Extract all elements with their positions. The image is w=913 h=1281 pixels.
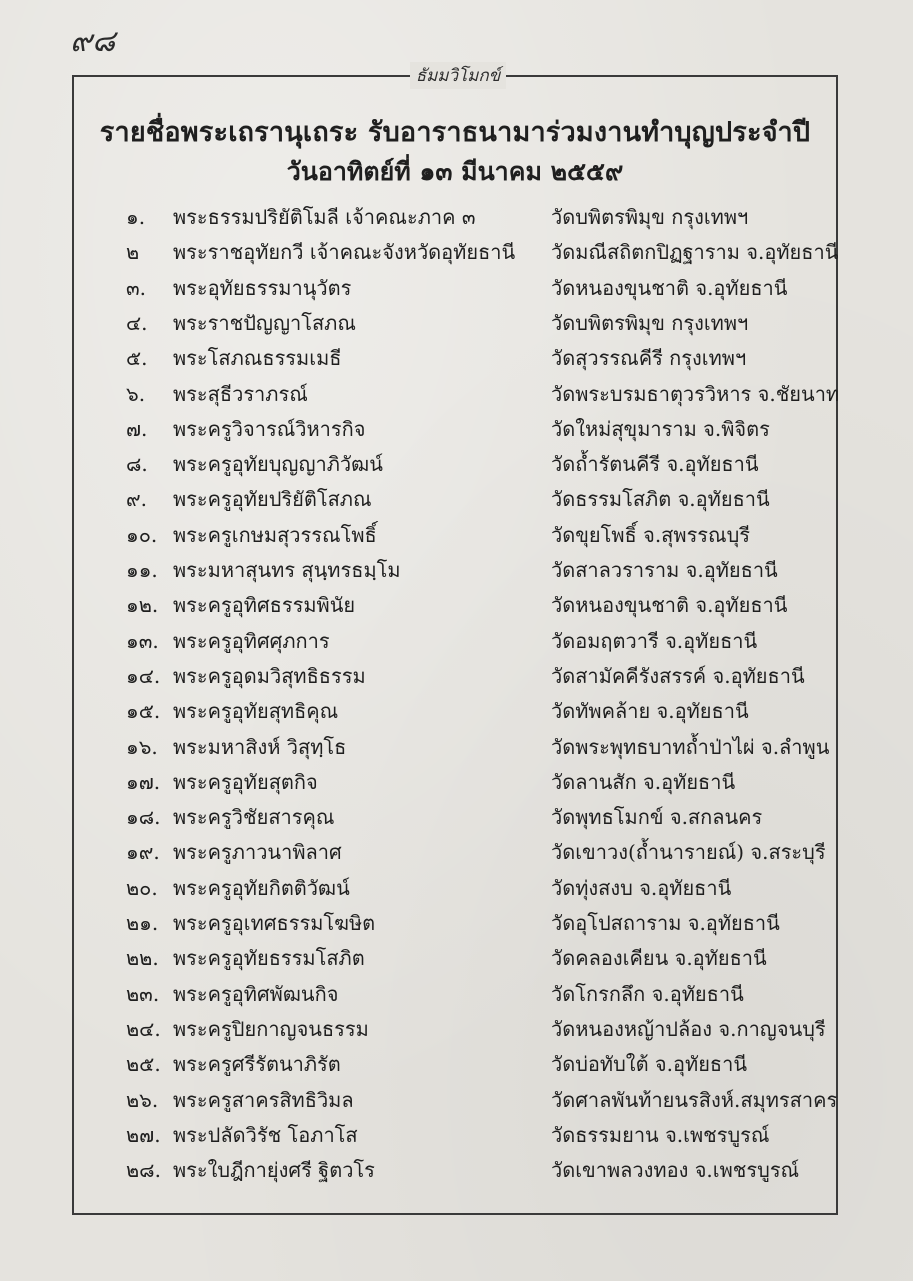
- item-number: ๗.: [126, 416, 148, 441]
- item-number: ๒๗.: [126, 1122, 161, 1147]
- temple-name: วัดศาลพันท้ายนรสิงห์.สมุทรสาคร: [551, 1087, 838, 1112]
- monk-name: พระราชอุทัยกวี เจ้าคณะจังหวัดอุทัยธานี: [173, 240, 516, 265]
- item-number: ๑๓.: [126, 628, 159, 653]
- temple-name: วัดอุโปสถาราม จ.อุทัยธานี: [551, 911, 780, 935]
- header-rule-left: [120, 75, 410, 76]
- temple-name: วัดโกรกลึก จ.อุทัยธานี: [551, 981, 744, 1006]
- monk-name: พระครูอุทิศศุภการ: [173, 628, 330, 653]
- temple-name: วัดหนองหญ้าปล้อง จ.กาญจนบุรี: [551, 1016, 826, 1041]
- item-number: ๒๔.: [126, 1016, 161, 1041]
- temple-name: วัดธรรมโสภิต จ.อุทัยธานี: [551, 487, 770, 512]
- list-item: [0, 835, 913, 869]
- item-number: ๒๐.: [126, 875, 158, 900]
- monk-name: พระครูอุทัยสุทธิคุณ: [173, 699, 339, 724]
- item-number: ๑.: [126, 205, 146, 229]
- item-number: ๑๑.: [126, 558, 158, 582]
- temple-name: วัดธรรมยาน จ.เพชรบูรณ์: [551, 1122, 770, 1147]
- temple-name: วัดสาลวราราม จ.อุทัยธานี: [551, 558, 778, 582]
- page-number: ๙๘: [70, 24, 116, 59]
- monk-name: พระใบฎีกายุ่งศรี ฐิตวโร: [173, 1158, 375, 1183]
- monk-name: พระครูอุทัยบุญญาภิวัฒน์: [173, 452, 383, 477]
- list-item: [0, 694, 913, 728]
- list-item: [0, 377, 913, 411]
- list-item: [0, 200, 913, 234]
- list-item: [0, 412, 913, 446]
- item-number: ๑๐.: [126, 522, 158, 547]
- monk-name: พระโสภณธรรมเมธี: [173, 346, 342, 371]
- list-item: [0, 1153, 913, 1187]
- temple-name: วัดถ้ำรัตนคีรี จ.อุทัยธานี: [551, 452, 759, 477]
- item-number: ๒๓.: [126, 981, 160, 1006]
- temple-name: วัดบ่อทับใต้ จ.อุทัยธานี: [551, 1052, 748, 1077]
- monk-name: พระครูวิชัยสารคุณ: [173, 805, 335, 830]
- temple-name: วัดพุทธโมกข์ จ.สกลนคร: [551, 805, 763, 830]
- item-number: ๕.: [126, 346, 148, 371]
- item-number: ๑๙.: [126, 840, 160, 865]
- monk-name: พระมหาสุนทร สุนฺทรธมฺโม: [173, 558, 401, 582]
- monk-name: พระครูสาครสิทธิวิมล: [173, 1087, 354, 1112]
- temple-name: วัดทุ่งสงบ จ.อุทัยธานี: [551, 875, 732, 900]
- list-date: วันอาทิตย์ที่ ๑๓ มีนาคม ๒๕๕๙: [286, 157, 624, 186]
- list-item: [0, 306, 913, 340]
- list-title: รายชื่อพระเถรานุเถระ รับอาราธนามาร่วมงานทำบุญประจำปี: [99, 117, 811, 148]
- temple-name: วัดคลองเคียน จ.อุทัยธานี: [551, 946, 767, 971]
- monk-name: พระครูอุทัยสุตกิจ: [173, 769, 318, 794]
- list-item: [0, 1012, 913, 1046]
- temple-name: วัดหนองขุนชาติ จ.อุทัยธานี: [551, 275, 788, 300]
- item-number: ๑๕.: [126, 699, 161, 724]
- list-item: [0, 800, 913, 834]
- temple-name: วัดหนองขุนชาติ จ.อุทัยธานี: [551, 593, 788, 618]
- monk-name: พระครูปิยกาญจนธรรม: [173, 1016, 369, 1041]
- temple-name: วัดพระบรมธาตุวรวิหาร จ.ชัยนาท: [551, 381, 840, 406]
- temple-name: วัดพระพุทธบาทถ้ำป่าไผ่ จ.ลำพูน: [551, 734, 830, 759]
- temple-name: วัดเขาพลวงทอง จ.เพชรบูรณ์: [551, 1158, 800, 1183]
- item-number: ๓.: [126, 275, 147, 300]
- list-item: [0, 447, 913, 481]
- list-item: [0, 941, 913, 975]
- item-number: ๒๑.: [126, 911, 159, 935]
- list-item: [0, 1118, 913, 1152]
- monk-name: พระครูอุทัยธรรมโสภิต: [173, 946, 365, 971]
- monk-name: พระครูศรีรัตนาภิรัต: [173, 1052, 341, 1077]
- list-item: [0, 341, 913, 375]
- item-number: ๘.: [126, 452, 148, 477]
- list-item: [0, 730, 913, 764]
- list-item: [0, 765, 913, 799]
- monk-name: พระครูอุทัยกิตติวัฒน์: [173, 875, 350, 900]
- temple-name: วัดทัพคล้าย จ.อุทัยธานี: [551, 699, 749, 724]
- list-item: [0, 977, 913, 1011]
- list-item: [0, 482, 913, 516]
- monk-name: พระปลัดวิรัช โอภาโส: [173, 1122, 358, 1147]
- monk-name: พระมหาสิงห์ วิสุทฺโธ: [173, 734, 347, 759]
- running-header: [120, 66, 796, 84]
- list-item: [0, 518, 913, 552]
- monk-name: พระครูอุดมวิสุทธิธรรม: [173, 663, 366, 688]
- running-title: ธัมมวิโมกข์: [410, 62, 507, 89]
- monk-name: พระครูอุทิศธรรมพินัย: [173, 593, 356, 618]
- item-number: ๑๒.: [126, 593, 159, 618]
- monk-name: พระครูอุทิศพัฒนกิจ: [173, 981, 339, 1006]
- temple-name: วัดใหม่สุขุมาราม จ.พิจิตร: [551, 416, 770, 441]
- temple-name: วัดมณีสถิตกปิฏฐาราม จ.อุทัยธานี: [551, 240, 839, 265]
- list-item: [0, 871, 913, 905]
- monk-name: พระธรรมปริยัติโมลี เจ้าคณะภาค ๓: [173, 205, 476, 229]
- monk-name: พระครูเกษมสุวรรณโพธิ์: [173, 522, 377, 547]
- item-number: ๑๘.: [126, 805, 161, 830]
- temple-name: วัดบพิตรพิมุข กรุงเทพฯ: [551, 205, 749, 229]
- item-number: ๒๘.: [126, 1158, 161, 1183]
- list-item: [0, 1083, 913, 1117]
- item-number: ๒: [126, 240, 140, 265]
- temple-name: วัดสุวรรณคีรี กรุงเทพฯ: [551, 346, 747, 371]
- item-number: ๒๖.: [126, 1087, 159, 1112]
- list-item: [0, 1047, 913, 1081]
- item-number: ๒๒.: [126, 946, 159, 971]
- temple-name: วัดบพิตรพิมุข กรุงเทพฯ: [551, 310, 749, 335]
- monk-name: พระอุทัยธรรมานุวัตร: [173, 275, 352, 300]
- list-item: [0, 235, 913, 269]
- monk-name: พระครูอุทัยปริยัติโสภณ: [173, 487, 372, 512]
- monk-name: พระครูภาวนาพิลาศ: [173, 840, 342, 865]
- item-number: ๑๖.: [126, 734, 158, 759]
- list-item: [0, 588, 913, 622]
- monk-name: พระครูวิจารณ์วิหารกิจ: [173, 416, 366, 441]
- item-number: ๔.: [126, 310, 148, 335]
- item-number: ๙.: [126, 487, 148, 512]
- temple-name: วัดลานสัก จ.อุทัยธานี: [551, 769, 736, 794]
- temple-name: วัดสามัคคีรังสรรค์ จ.อุทัยธานี: [551, 663, 805, 688]
- monk-name: พระราชปัญญาโสภณ: [173, 310, 356, 335]
- list-item: [0, 906, 913, 940]
- item-number: ๒๕.: [126, 1052, 161, 1077]
- list-item: [0, 659, 913, 693]
- list-item: [0, 624, 913, 658]
- item-number: ๖.: [126, 381, 146, 406]
- temple-name: วัดอมฤตวารี จ.อุทัยธานี: [551, 628, 758, 653]
- monk-name: พระครูอุเทศธรรมโฆษิต: [173, 911, 376, 935]
- temple-name: วัดเขาวง(ถ้ำนารายณ์) จ.สระบุรี: [551, 840, 826, 865]
- list-item: [0, 553, 913, 587]
- monk-name: พระสุธีวราภรณ์: [173, 381, 308, 406]
- list-item: [0, 271, 913, 305]
- item-number: ๑๗.: [126, 769, 161, 794]
- header-rule-right: [506, 75, 796, 76]
- temple-name: วัดขุยโพธิ์ จ.สุพรรณบุรี: [551, 522, 751, 547]
- item-number: ๑๔.: [126, 663, 161, 688]
